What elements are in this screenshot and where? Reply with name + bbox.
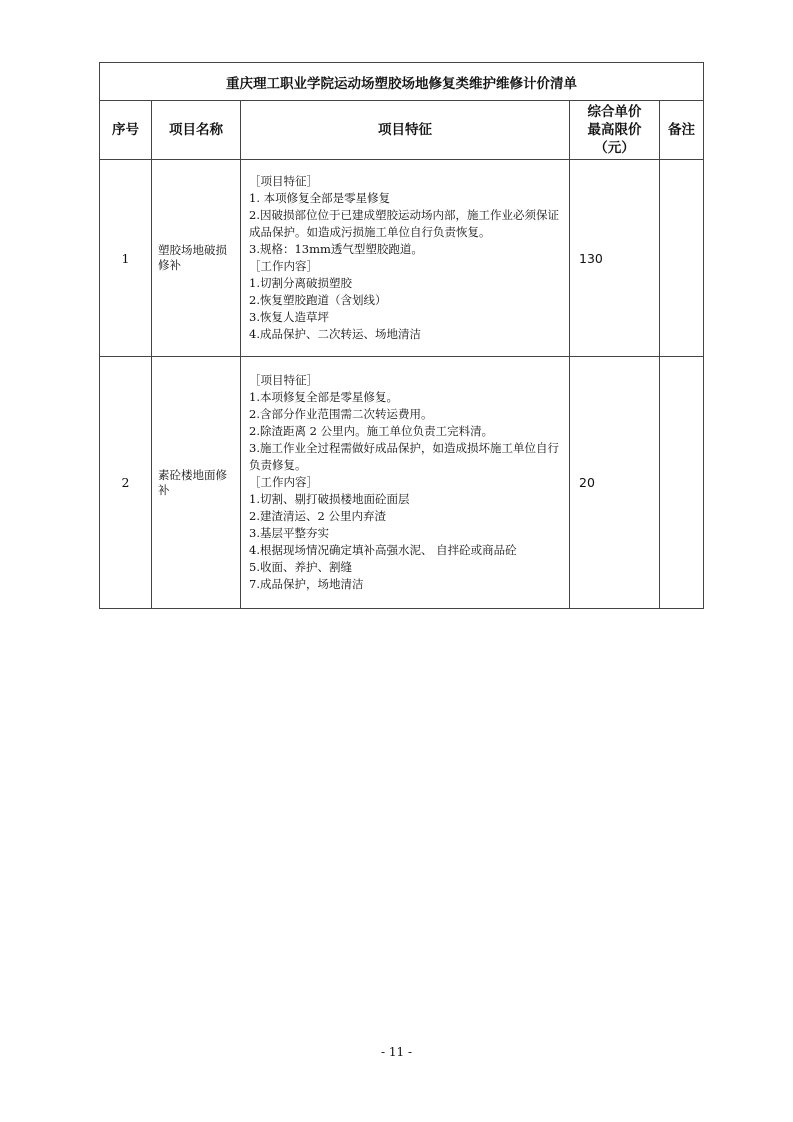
feature-line: 1.切割、剔打破损楼地面砼面层 — [249, 492, 410, 506]
page-number: - 11 - — [380, 1045, 412, 1059]
table-row — [100, 357, 704, 609]
header-price-line3: （元） — [594, 140, 635, 156]
feature-line: 2.因破损部位位于已建成塑胶运动场内部，施工作业必须保证成品保护。如造成污损施工单位自行负责恢复。 — [249, 208, 559, 239]
feature-line: ［工作内容］ — [249, 259, 318, 273]
feature-line: 7.成品保护，场地清洁 — [249, 577, 364, 591]
header-remark: 备注 — [660, 101, 704, 160]
row-seq: 1 — [100, 160, 152, 357]
feature-line: 3.规格：13mm透气型塑胶跑道。 — [249, 242, 423, 256]
feature-line: 1.切割分离破损塑胶 — [249, 276, 352, 290]
row-price: 130 — [570, 160, 660, 357]
feature-line: 3.基层平整夯实 — [249, 526, 329, 540]
row-name: 塑胶场地破损修补 — [152, 160, 241, 357]
header-name: 项目名称 — [152, 101, 241, 160]
row-features — [241, 160, 570, 357]
header-row — [100, 101, 704, 160]
feature-line: 3.施工作业全过程需做好成品保护，如造成损坏施工单位自行负责修复。 — [249, 441, 559, 472]
feature-line: 5.收面、养护、割缝 — [249, 560, 352, 574]
header-seq: 序号 — [100, 101, 152, 160]
row-remark — [660, 160, 704, 357]
row-remark — [660, 357, 704, 609]
table-row — [100, 160, 704, 357]
header-price — [570, 101, 660, 160]
feature-line: ［工作内容］ — [249, 475, 318, 489]
header-features: 项目特征 — [241, 101, 570, 160]
price-list-table — [99, 62, 704, 609]
feature-line: 4.成品保护、二次转运、场地清洁 — [249, 327, 421, 341]
row-seq: 2 — [100, 357, 152, 609]
feature-line: 2.含部分作业范围需二次转运费用。 — [249, 407, 433, 421]
feature-line: 3.恢复人造草坪 — [249, 310, 329, 324]
feature-line: 1.本项修复全部是零星修复。 — [249, 390, 398, 404]
header-price-line2: 最高限价 — [587, 122, 642, 138]
feature-line: 2.建渣清运、2 公里内弃渣 — [249, 509, 386, 523]
feature-line: ［项目特征］ — [249, 373, 318, 387]
row-features — [241, 357, 570, 609]
row-name: 素砼楼地面修补 — [152, 357, 241, 609]
feature-line: 2.恢复塑胶跑道（含划线） — [249, 293, 387, 307]
table-title: 重庆理工职业学院运动场塑胶场地修复类维护维修计价清单 — [100, 63, 704, 101]
feature-line: 1. 本项修复全部是零星修复 — [249, 191, 391, 205]
feature-line: 2.除渣距离 2 公里内。施工单位负责工完料清。 — [249, 424, 494, 438]
feature-line: ［项目特征］ — [249, 174, 318, 188]
header-price-line1: 综合单价 — [587, 104, 642, 120]
row-price: 20 — [570, 357, 660, 609]
feature-line: 4.根据现场情况确定填补高强水泥、 自拌砼或商品砼 — [249, 543, 517, 557]
